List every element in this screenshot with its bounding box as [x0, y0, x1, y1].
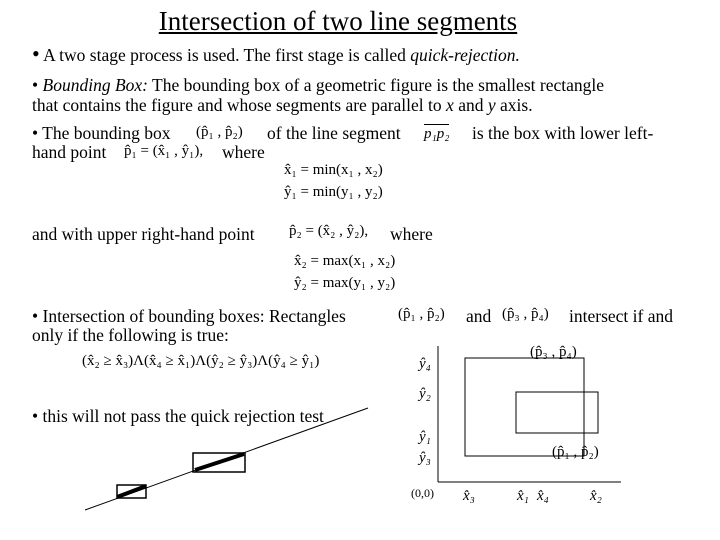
upper-right-text: and with upper right-hand point: [32, 224, 255, 244]
x-label-4: x̂₄: [537, 488, 549, 504]
box-p3-p4: [465, 358, 584, 456]
x-label-1: x̂₁: [517, 488, 529, 504]
bullet-box-of-segment-a: • The bounding box: [32, 123, 171, 143]
where-label-1: where: [222, 142, 265, 162]
formula-p2-def: p̂₂ = (x̂₂ , ŷ₂),: [289, 223, 369, 239]
formula-y2-max: ŷ₂ = max(y₁ , y₂): [294, 275, 396, 291]
box-bottom-label: (p̂₁ , p̂₂): [552, 444, 599, 460]
y-label-3: ŷ₃: [419, 450, 431, 466]
bullet-bounding-box: • Bounding Box: The bounding box of a geometric figure is the smallest rectangle: [32, 75, 604, 95]
box-top-label: (p̂₃ , p̂₄): [530, 344, 577, 360]
formula-pair-34: (p̂₃ , p̂₄): [502, 306, 549, 322]
bounding-box-term: Bounding Box:: [42, 75, 148, 95]
box-p1-p2: [516, 392, 598, 433]
bullet-text: A two stage process is used. The first stage is called: [43, 45, 411, 65]
x-label-2: x̂₂: [590, 488, 602, 504]
formula-condition: (x̂₂ ≥ x̂₃)Λ(x̂₄ ≥ x̂₁)Λ(ŷ₂ ≥ ŷ₃)Λ(ŷ₄ ≥ ŷ₁): [82, 353, 320, 369]
bullet-not-pass: • this will not pass the quick rejection test: [32, 406, 324, 426]
bullet-intersection-a: • Intersection of bounding boxes: Rectangles: [32, 306, 346, 326]
formula-y1-min: ŷ₁ = min(y₁ , y₂): [284, 184, 383, 200]
formula-box-pair: (p̂₁ , p̂₂): [196, 124, 243, 140]
bullet-box-of-segment-b: of the line segment: [267, 123, 401, 143]
y-label-1: ŷ₁: [419, 429, 431, 445]
bullet-box-of-segment-d: hand point: [32, 142, 107, 162]
and-label: and: [466, 306, 492, 326]
formula-x1-min: x̂₁ = min(x₁ , x₂): [284, 162, 383, 178]
short-segment: [117, 486, 146, 497]
y-label-2: ŷ₂: [419, 386, 431, 402]
quick-rejection-term: quick-rejection.: [410, 45, 520, 65]
formula-segment: p₁p₂: [424, 126, 450, 142]
formula-p1-def: p̂₁ = (x̂₁ , ŷ₁),: [124, 143, 204, 159]
x-label-3: x̂₃: [463, 488, 475, 504]
bullet-dot: •: [32, 41, 40, 66]
bounding-box-def-line2: that contains the figure and whose segments are parallel to x and y axis.: [32, 95, 533, 115]
where-label-2: where: [390, 224, 433, 244]
formula-x2-max: x̂₂ = max(x₁ , x₂): [294, 253, 396, 269]
bounding-box-def-line1: The bounding box of a geometric figure is the smallest rectangle: [147, 75, 604, 95]
page-title: Intersection of two line segments: [158, 6, 518, 36]
bullet-intersection-c: only if the following is true:: [32, 325, 229, 345]
formula-pair-12: (p̂₁ , p̂₂): [398, 306, 445, 322]
bullet-box-of-segment-c: is the box with lower left-: [472, 123, 654, 143]
bullet-intersection-b: intersect if and: [569, 306, 673, 326]
y-label-4: ŷ₄: [419, 356, 431, 372]
long-segment: [195, 454, 244, 470]
origin-label: (0,0): [411, 486, 434, 500]
